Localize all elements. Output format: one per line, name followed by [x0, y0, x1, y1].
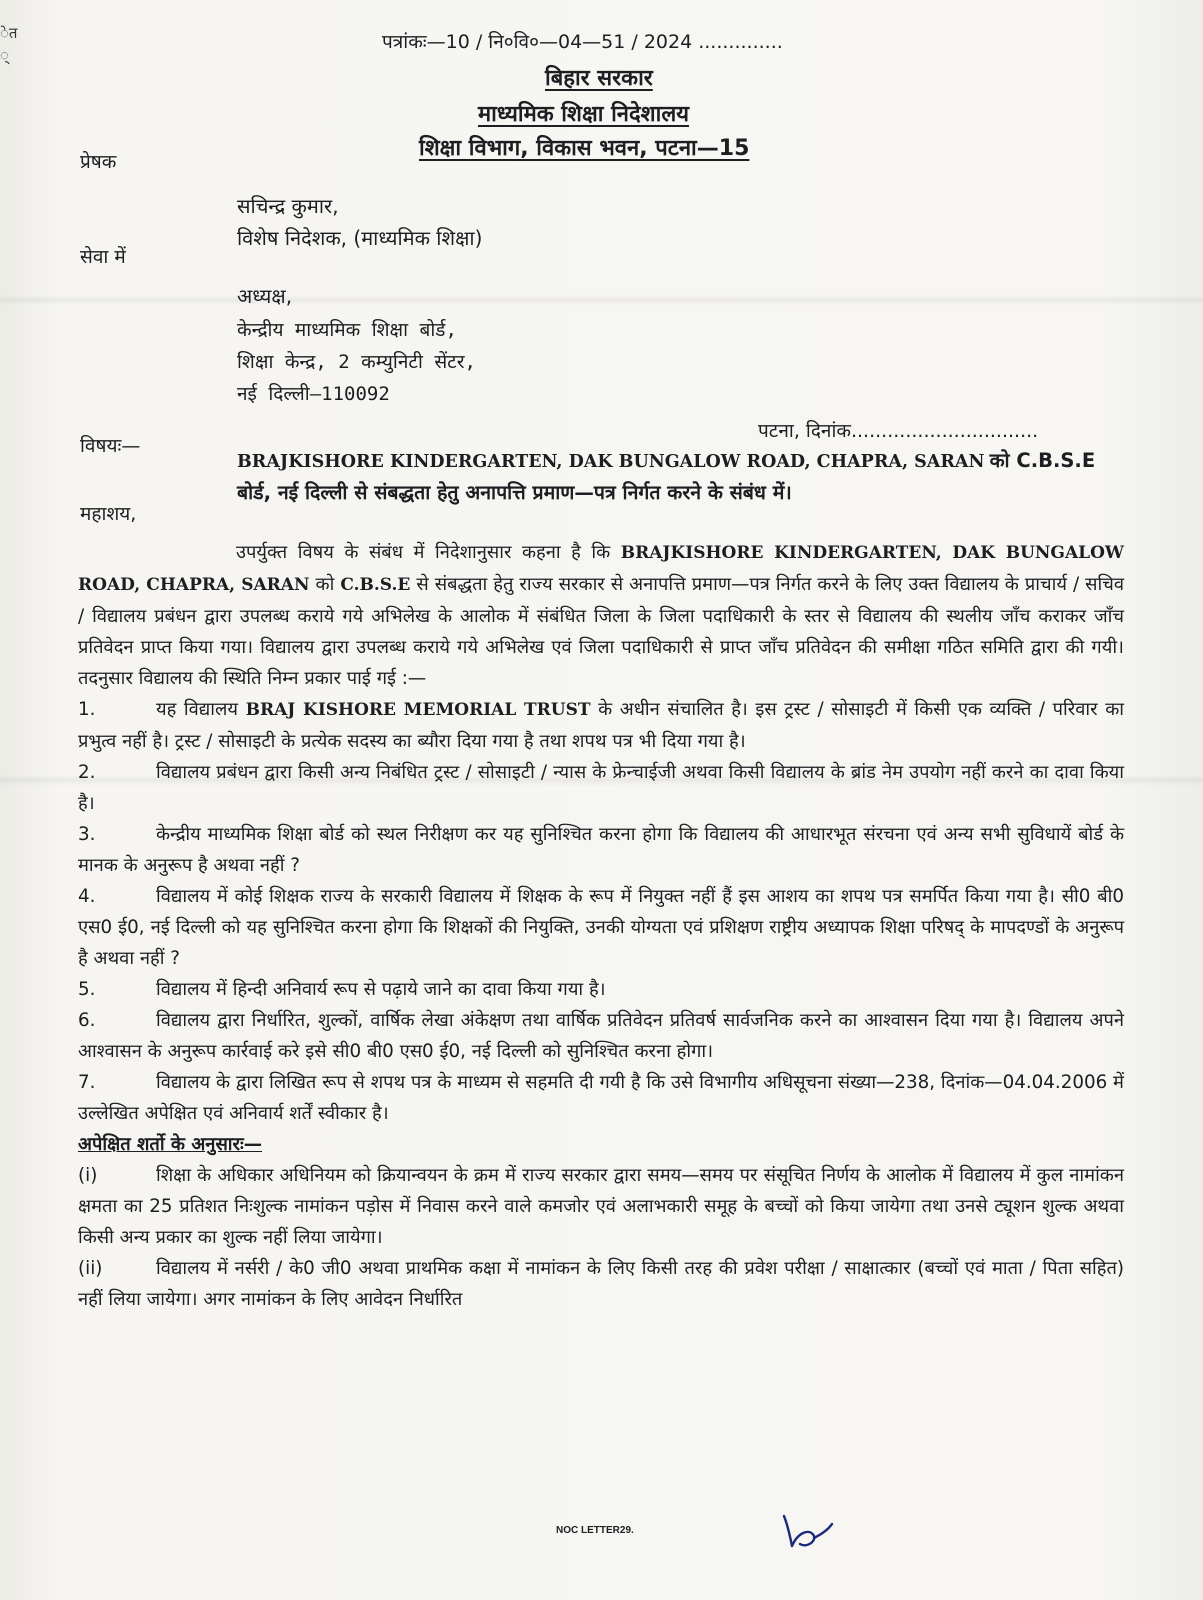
- trust-name: BRAJ KISHORE MEMORIAL TRUST: [245, 700, 591, 720]
- signature-initials: [770, 1510, 840, 1555]
- header-directorate: माध्यमिक शिक्षा निदेशालय: [478, 102, 690, 127]
- subject-line-2: बोर्ड, नई दिल्ली से संबद्धता हेतु अनापत्ति प्रमाण—पत्र निर्गत करने के संबंध में।: [237, 481, 792, 504]
- intro-board: C.B.S.E: [340, 575, 411, 595]
- letter-reference: पत्रांकः—10 / नि०वि०—04—51 / 2024 ..............: [382, 31, 783, 53]
- sender-label: प्रेषक: [80, 151, 117, 173]
- condition-item: (i) शिक्षा के अधिकार अधिनियम को क्रियान्वयन के क्रम में राज्य सरकार द्वारा समय—समय पर संसूचित निर्णय के आलोक में विद्यालय में कुल नामांकन क्षमता का 25 प्रतिशत निःशुल्क नामांकन पड़ोस में निवास करने वाले कमजोर एवं अलाभकारी समूह के बच्चों को किया जायेगा तथा उनसे ट्यूशन शुल्क अथवा किसी अन्य प्रकार का शुल्क नहीं लिया जायेगा।: [78, 1165, 1124, 1248]
- footer-label: NOC LETTER29.: [556, 1525, 634, 1536]
- recipient-line: अध्यक्ष,: [237, 284, 293, 308]
- sender-designation: विशेष निदेशक, (माध्यमिक शिक्षा): [237, 226, 483, 250]
- recipient-line: शिक्षा केन्द्र, 2 कम्युनिटी सेंटर,: [237, 351, 476, 373]
- header-government: बिहार सरकार: [545, 66, 653, 91]
- recipient-line: केन्द्रीय माध्यमिक शिक्षा बोर्ड,: [237, 319, 457, 341]
- salutation: महाशय,: [80, 503, 137, 525]
- signature-mark: [770, 1510, 840, 1559]
- letter-body: [78, 537, 1124, 1315]
- date-line: पटना, दिनांक...............................: [758, 420, 1039, 442]
- condition-item: (ii) विद्यालय में नर्सरी / के0 जी0 अथवा प्राथमिक कक्षा में नामांकन के लिए किसी तरह की प्रवेश परीक्षा / साक्षात्कार (बच्चों एवं माता / पिता सहित) नहीं लिया जायेगा। अगर नामांकन के लिए आवेदन निर्धारित: [78, 1258, 1124, 1310]
- point-item: 1. यह विद्यालय BRAJ KISHORE MEMORIAL TRUST के अधीन संचालित है। इस ट्रस्ट / सोसाइटी में किसी एक व्यक्ति / परिवार का प्रभुत्व नहीं है। ट्रस्ट / सोसाइटी के प्रत्येक सदस्य का ब्यौरा दिया गया है तथा शपथ पत्र भी दिया गया है।: [78, 699, 1124, 752]
- point-item: 7. विद्यालय के द्वारा लिखित रूप से शपथ पत्र के माध्यम से सहमति दी गयी है कि उसे विभागीय अधिसूचना संख्या—238, दिनांक—04.04.2006 में उल्लेखित अपेक्षित एवं अनिवार्य शर्तें स्वीकार है।: [78, 1072, 1124, 1124]
- conditions-heading: अपेक्षित शर्तो के अनुसारः—: [78, 1134, 262, 1155]
- recipient-line: नई दिल्ली—110092: [237, 383, 390, 405]
- point-item: 5. विद्यालय में हिन्दी अनिवार्य रूप से पढ़ाये जाने का दावा किया गया है।: [78, 979, 606, 1000]
- edge-fragment: ेत ्: [0, 24, 18, 64]
- recipient-label: सेवा में: [80, 246, 126, 268]
- point-item: 6. विद्यालय द्वारा निर्धारित, शुल्कों, वार्षिक लेखा अंकेक्षण तथा वार्षिक प्रतिवेदन प्रतिवर्ष सार्वजनिक करने का आश्वासन दिया गया है। विद्यालय अपने आश्वासन के अनुरूप कार्रवाई करे इसे सी0 बी0 एस0 ई0, नई दिल्ली को सुनिश्चित करना होगा।: [78, 1010, 1124, 1062]
- sender-name: सचिन्द्र कुमार,: [237, 194, 339, 218]
- intro-school-name: BRAJKISHORE KINDERGARTEN, DAK BUNGALOW ROAD, CHAPRA, SARAN: [78, 543, 1124, 595]
- intro-paragraph: उपर्युक्त विषय के संबंध में निदेशानुसार कहना है कि BRAJKISHORE KINDERGARTEN, DAK BUNGALOW ROAD, CHAPRA, SARAN को C.B.S.E से संबद्धता हेतु राज्य सरकार से अनापत्ति प्रमाण—पत्र निर्गत करने के लिए उक्त विद्यालय के प्राचार्य / सचिव / विद्यालय प्रबंधन द्वारा उपलब्ध कराये गये अभिलेख के आलोक में संबंधित जिला के जिला पदाधिकारी के स्तर से विद्यालय की स्थलीय जाँच कराकर जाँच प्रतिवेदन प्राप्त किया गया। विद्यालय द्वारा उपलब्ध कराये गये अभिलेख एवं जिला पदाधिकारी से प्राप्त जाँच प्रतिवेदन की समीक्षा गठित समिति द्वारा की गयी। तदनुसार विद्यालय की स्थिति निम्न प्रकार पाई गई :—: [78, 542, 1124, 689]
- point-item: 3. केन्द्रीय माध्यमिक शिक्षा बोर्ड को स्थल निरीक्षण कर यह सुनिश्चित करना होगा कि विद्यालय की आधारभूत संरचना एवं अन्य सभी सुविधायें बोर्ड के मानक के अनुरूप है अथवा नहीं ?: [78, 824, 1124, 876]
- subject-line-1: [237, 446, 1095, 473]
- point-item: 4. विद्यालय में कोई शिक्षक राज्य के सरकारी विद्यालय में शिक्षक के रूप में नियुक्त नहीं हैं इस आशय का शपथ पत्र समर्पित किया गया है। सी0 बी0 एस0 ई0, नई दिल्ली को यह सुनिश्चित करना होगा कि शिक्षकों की नियुक्ति, उनकी योग्यता एवं प्रशिक्षण राष्ट्रीय अध्यापक शिक्षा परिषद् के मापदण्डों के अनुरूप है अथवा नहीं ?: [78, 886, 1124, 969]
- header-department: शिक्षा विभाग, विकास भवन, पटना—15: [419, 136, 750, 161]
- subject-label: विषयः—: [80, 435, 141, 457]
- point-item: 2. विद्यालय प्रबंधन द्वारा किसी अन्य निबंधित ट्रस्ट / सोसाइटी / न्यास के फ्रेन्चाईजी अथवा किसी विद्यालय के ब्रांड नेम उपयोग नहीं करने का दावा किया है।: [78, 762, 1124, 814]
- subject-school-name: BRAJKISHORE KINDERGARTEN, DAK BUNGALOW ROAD, CHAPRA, SARAN: [237, 452, 985, 472]
- subject-board: को C.B.S.E: [989, 449, 1096, 472]
